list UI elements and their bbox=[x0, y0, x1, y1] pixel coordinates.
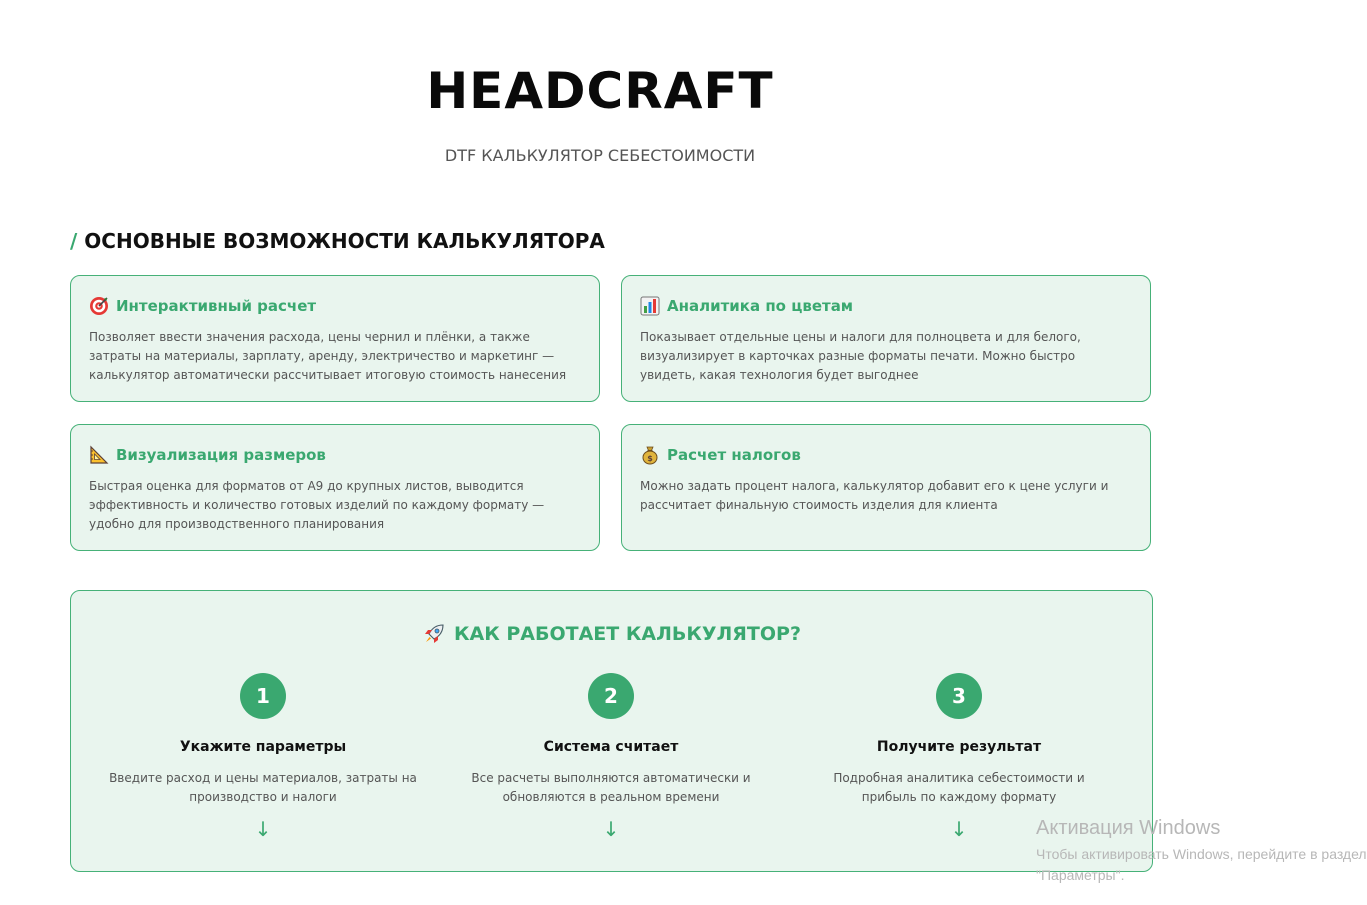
page-subtitle: DTF КАЛЬКУЛЯТОР СЕБЕСТОИМОСТИ bbox=[444, 146, 756, 165]
feature-card-interactive bbox=[70, 275, 600, 402]
step-description: Введите расход и цены материалов, затраты на производство и налоги bbox=[109, 771, 417, 804]
how-it-works-title bbox=[71, 622, 1152, 646]
step-title: Система считает bbox=[543, 739, 679, 755]
arrow-down-icon: ↓ bbox=[950, 817, 968, 841]
how-it-works-panel bbox=[70, 590, 1153, 872]
features-heading bbox=[70, 229, 605, 253]
windows-activation-watermark bbox=[1036, 816, 1367, 883]
feature-card-description: Позволяет ввести значения расхода, цены чернил и плёнки, а также затраты на материалы, зарплату, аренду, электричество и маркетинг — калькулятор автоматически рассчитывает итоговую стоимость нанесения bbox=[89, 330, 567, 382]
feature-card-description: Быстрая оценка для форматов от А9 до крупных листов, выводится эффективность и количество готовых изделий по каждому формату — удобно для производственного планирования bbox=[89, 479, 545, 531]
step-number-badge: 2 bbox=[588, 673, 634, 719]
brand-title: HEADCRAFT bbox=[426, 62, 774, 120]
target-icon bbox=[89, 296, 109, 316]
watermark-line: Чтобы активировать Windows, перейдите в раздел bbox=[1036, 846, 1367, 862]
arrow-down-icon: ↓ bbox=[602, 817, 620, 841]
feature-card-title-text: Визуализация размеров bbox=[116, 446, 326, 464]
how-it-works-title-text: КАК РАБОТАЕТ КАЛЬКУЛЯТОР? bbox=[453, 623, 801, 645]
step-item bbox=[446, 673, 776, 839]
bar-chart-icon bbox=[640, 296, 660, 316]
feature-card-description: Можно задать процент налога, калькулятор добавит его к цене услуги и рассчитает финальную стоимость изделия для клиента bbox=[640, 479, 1109, 512]
money-bag-icon bbox=[640, 445, 660, 465]
heading-slash: / bbox=[70, 229, 78, 253]
feature-card-title-text: Аналитика по цветам bbox=[667, 297, 854, 315]
feature-card-title bbox=[640, 445, 1132, 465]
step-number-badge: 3 bbox=[936, 673, 982, 719]
step-item bbox=[98, 673, 428, 839]
feature-card-title bbox=[640, 296, 1132, 316]
step-title: Укажите параметры bbox=[179, 739, 347, 755]
watermark-line: "Параметры". bbox=[1036, 867, 1125, 883]
feature-card-title bbox=[89, 296, 581, 316]
feature-card-taxes bbox=[621, 424, 1151, 551]
step-item bbox=[794, 673, 1124, 839]
feature-card-title-text: Расчет налогов bbox=[667, 446, 801, 464]
feature-card-analytics bbox=[621, 275, 1151, 402]
svg-text:$: $ bbox=[647, 454, 653, 463]
step-title: Получите результат bbox=[876, 739, 1042, 755]
rocket-icon bbox=[422, 622, 446, 646]
features-heading-text: ОСНОВНЫЕ ВОЗМОЖНОСТИ КАЛЬКУЛЯТОРА bbox=[84, 229, 605, 253]
feature-card-sizes bbox=[70, 424, 600, 551]
feature-card-description: Показывает отдельные цены и налоги для полноцвета и для белого, визуализирует в карточках разные форматы печати. Можно быстро увидеть, какая технология будет выгоднее bbox=[640, 330, 1081, 382]
step-number-badge: 1 bbox=[240, 673, 286, 719]
step-description: Подробная аналитика себестоимости и прибыль по каждому формату bbox=[833, 771, 1085, 804]
feature-card-title bbox=[89, 445, 581, 465]
watermark-title: Активация Windows bbox=[1036, 817, 1221, 839]
feature-card-title-text: Интерактивный расчет bbox=[116, 297, 317, 315]
step-description: Все расчеты выполняются автоматически и обновляются в реальном времени bbox=[471, 771, 751, 804]
arrow-down-icon: ↓ bbox=[254, 817, 272, 841]
triangular-ruler-icon bbox=[89, 445, 109, 465]
